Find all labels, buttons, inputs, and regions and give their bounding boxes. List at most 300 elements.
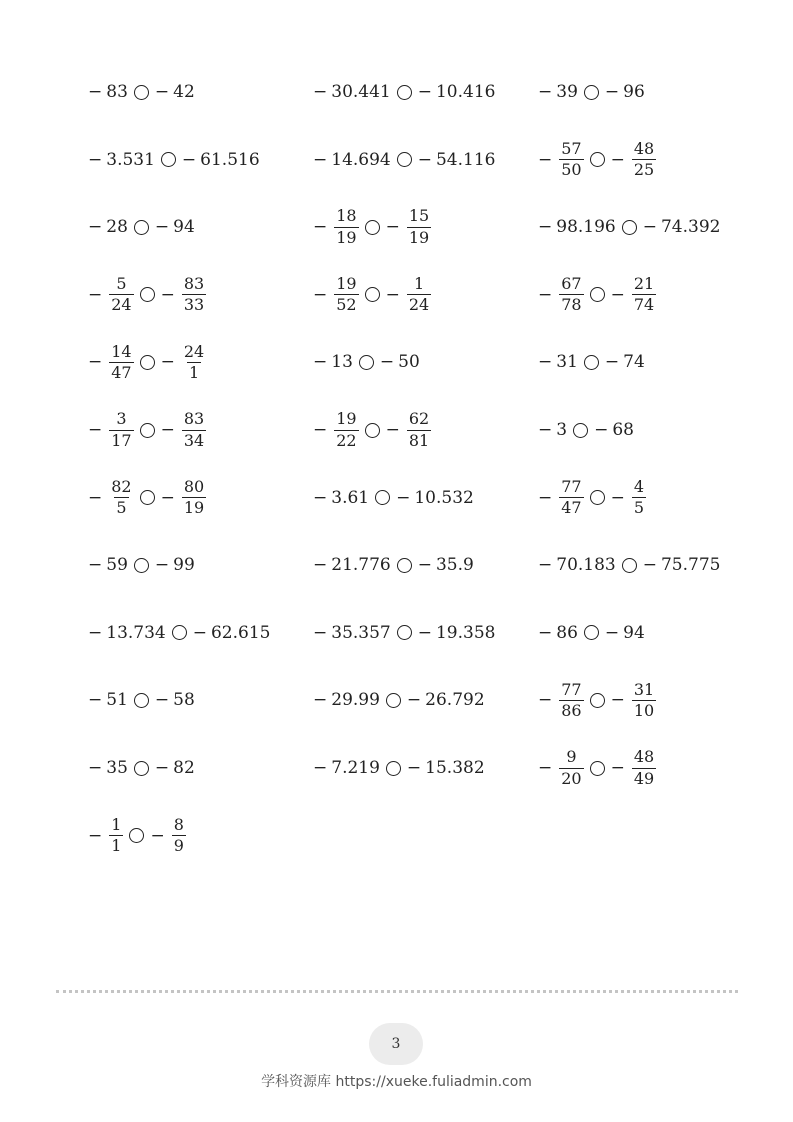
comparison-problem xyxy=(538,64,645,120)
fraction xyxy=(334,207,358,247)
answer-circle[interactable] xyxy=(584,625,599,640)
operand xyxy=(193,623,271,643)
answer-circle[interactable] xyxy=(140,287,155,302)
number-value: 74 xyxy=(623,352,645,373)
answer-circle[interactable] xyxy=(359,355,374,370)
fraction xyxy=(632,140,656,180)
fraction xyxy=(407,275,431,315)
number-value: 13 xyxy=(331,352,353,373)
minus-sign: − xyxy=(160,420,175,440)
answer-circle[interactable] xyxy=(134,85,149,100)
numerator: 4 xyxy=(633,476,645,496)
comparison-problem xyxy=(538,199,720,255)
answer-circle[interactable] xyxy=(590,490,605,505)
minus-sign: − xyxy=(594,420,609,440)
operand xyxy=(88,555,128,575)
comparison-problem xyxy=(538,132,656,188)
denominator: 9 xyxy=(173,836,184,856)
operand xyxy=(538,82,578,102)
fraction xyxy=(632,748,656,788)
minus-sign: − xyxy=(313,487,328,508)
minus-sign: − xyxy=(88,149,103,170)
denominator: 52 xyxy=(336,295,357,315)
operand xyxy=(313,352,353,372)
number-value: 39 xyxy=(556,82,578,102)
denominator: 19 xyxy=(336,227,357,247)
number-value: 21.776 xyxy=(331,555,391,576)
fraction xyxy=(559,681,583,721)
number-value: 28 xyxy=(106,217,128,238)
comparison-problem xyxy=(538,537,720,593)
number-value: 10.416 xyxy=(435,82,496,102)
minus-sign: − xyxy=(160,284,175,305)
comparison-problem xyxy=(538,402,634,458)
number-value: 74.392 xyxy=(660,217,721,238)
number-value: 68 xyxy=(612,420,634,440)
answer-circle[interactable] xyxy=(590,693,605,708)
denominator: 1 xyxy=(188,362,200,382)
fraction xyxy=(632,681,656,721)
answer-circle[interactable] xyxy=(365,287,380,302)
fraction xyxy=(559,275,583,315)
minus-sign: − xyxy=(88,690,103,711)
numerator: 21 xyxy=(633,273,655,293)
operand xyxy=(418,623,496,643)
numerator: 1 xyxy=(413,273,425,293)
number-value: 94 xyxy=(173,217,195,238)
numerator: 48 xyxy=(633,138,655,158)
minus-sign: − xyxy=(154,758,170,778)
answer-circle[interactable] xyxy=(584,355,599,370)
operand xyxy=(313,82,391,102)
comparison-problem xyxy=(313,402,431,458)
operand xyxy=(605,623,645,643)
minus-sign: − xyxy=(538,284,553,305)
operand xyxy=(161,410,207,450)
comparison-problem xyxy=(88,402,206,458)
answer-circle[interactable] xyxy=(397,152,412,167)
operand xyxy=(155,555,195,575)
operand xyxy=(88,82,128,102)
fraction xyxy=(109,478,133,518)
number-value: 42 xyxy=(173,82,195,102)
numerator: 9 xyxy=(566,747,577,767)
minus-sign: − xyxy=(406,758,422,778)
operand xyxy=(161,478,207,518)
numerator: 8 xyxy=(173,814,184,834)
numerator: 1 xyxy=(111,814,122,834)
minus-sign: − xyxy=(538,352,553,373)
operand xyxy=(380,352,420,372)
answer-circle[interactable] xyxy=(375,490,390,505)
operand xyxy=(88,623,166,643)
minus-sign: − xyxy=(538,487,553,508)
numerator: 83 xyxy=(183,273,205,293)
number-value: 3.531 xyxy=(106,149,155,170)
number-value: 61.516 xyxy=(200,149,260,170)
operand xyxy=(182,150,260,170)
comparison-problem xyxy=(313,334,420,390)
denominator: 19 xyxy=(408,227,430,247)
denominator: 74 xyxy=(633,295,655,315)
answer-circle[interactable] xyxy=(134,693,149,708)
operand xyxy=(313,623,391,643)
number-value: 62.615 xyxy=(210,622,271,643)
answer-circle[interactable] xyxy=(129,828,144,843)
answer-circle[interactable] xyxy=(622,220,637,235)
minus-sign: − xyxy=(154,555,170,576)
fraction xyxy=(182,478,206,518)
number-value: 96 xyxy=(623,82,645,102)
operand xyxy=(155,82,195,102)
denominator: 25 xyxy=(633,160,655,180)
minus-sign: − xyxy=(88,825,103,846)
minus-sign: − xyxy=(313,690,328,711)
minus-sign: − xyxy=(88,352,103,373)
operand xyxy=(594,420,634,440)
operand xyxy=(418,555,474,575)
denominator: 33 xyxy=(183,295,205,315)
numerator: 18 xyxy=(336,206,357,226)
minus-sign: − xyxy=(406,690,422,711)
numerator: 19 xyxy=(336,409,357,429)
minus-sign: − xyxy=(538,217,553,238)
fraction xyxy=(559,748,583,788)
comparison-problem xyxy=(313,672,485,728)
operand xyxy=(386,410,432,450)
comparison-problem xyxy=(313,605,495,661)
minus-sign: − xyxy=(88,217,103,238)
comparison-problem xyxy=(538,470,646,526)
minus-sign: − xyxy=(379,352,395,373)
operand xyxy=(538,275,584,315)
minus-sign: − xyxy=(313,284,328,305)
comparison-problem xyxy=(313,64,495,120)
operand xyxy=(88,690,128,710)
minus-sign: − xyxy=(538,82,553,102)
minus-sign: − xyxy=(154,217,170,238)
number-value: 86 xyxy=(556,622,578,643)
number-value: 99 xyxy=(173,555,195,576)
dotted-divider xyxy=(56,990,738,993)
answer-circle[interactable] xyxy=(134,558,149,573)
numerator: 77 xyxy=(561,679,582,699)
fraction xyxy=(109,816,123,856)
answer-circle[interactable] xyxy=(386,693,401,708)
comparison-problem xyxy=(538,740,656,796)
number-value: 3.61 xyxy=(331,487,370,508)
minus-sign: − xyxy=(88,758,103,778)
operand xyxy=(313,275,359,315)
minus-sign: − xyxy=(88,82,103,102)
number-value: 10.532 xyxy=(414,487,474,508)
numerator: 48 xyxy=(633,747,655,767)
number-value: 98.196 xyxy=(556,217,616,238)
minus-sign: − xyxy=(88,420,103,440)
page-number-badge xyxy=(369,1023,423,1065)
operand xyxy=(313,207,359,247)
minus-sign: − xyxy=(150,825,165,846)
denominator: 5 xyxy=(633,498,645,518)
operand xyxy=(161,343,207,383)
answer-circle[interactable] xyxy=(590,761,605,776)
minus-sign: − xyxy=(417,149,432,170)
comparison-problem xyxy=(88,64,195,120)
minus-sign: − xyxy=(192,622,207,643)
operand xyxy=(88,275,134,315)
minus-sign: − xyxy=(610,690,625,711)
operand xyxy=(643,555,721,575)
minus-sign: − xyxy=(396,487,411,508)
answer-circle[interactable] xyxy=(397,625,412,640)
minus-sign: − xyxy=(610,758,625,778)
comparison-problem xyxy=(88,334,206,390)
fraction xyxy=(172,816,186,856)
minus-sign: − xyxy=(610,487,625,508)
minus-sign: − xyxy=(538,622,553,643)
minus-sign: − xyxy=(610,284,625,305)
operand xyxy=(605,352,645,372)
operand xyxy=(161,275,207,315)
numerator: 15 xyxy=(408,206,430,226)
fraction xyxy=(182,410,206,450)
number-value: 26.792 xyxy=(425,690,485,711)
answer-circle[interactable] xyxy=(161,152,176,167)
minus-sign: − xyxy=(417,555,432,576)
numerator: 5 xyxy=(116,273,127,293)
footer-source: 学科资源库 https://xueke.fuliadmin.com xyxy=(261,1074,532,1090)
number-value: 50 xyxy=(398,352,420,373)
comparison-problem xyxy=(88,537,195,593)
fraction xyxy=(109,275,133,315)
operand xyxy=(88,150,155,170)
number-value: 15.382 xyxy=(425,758,485,778)
comparison-problem xyxy=(88,808,186,864)
minus-sign: − xyxy=(88,555,103,576)
operand xyxy=(418,150,496,170)
numerator: 3 xyxy=(116,409,127,429)
denominator: 49 xyxy=(633,768,655,788)
denominator: 19 xyxy=(183,498,205,518)
number-value: 58 xyxy=(173,690,195,711)
comparison-problem xyxy=(538,672,656,728)
page-number: 3 xyxy=(391,1036,401,1052)
minus-sign: − xyxy=(313,555,328,576)
denominator: 86 xyxy=(561,700,582,720)
operand xyxy=(396,488,474,508)
comparison-problem xyxy=(313,740,485,796)
fraction xyxy=(407,207,431,247)
denominator: 24 xyxy=(111,295,132,315)
operand xyxy=(611,140,657,180)
number-value: 82 xyxy=(173,758,195,778)
number-value: 31 xyxy=(556,352,578,373)
comparison-problem xyxy=(88,740,195,796)
number-value: 7.219 xyxy=(331,758,380,778)
numerator: 83 xyxy=(183,409,205,429)
operand xyxy=(313,488,369,508)
answer-circle[interactable] xyxy=(573,423,588,438)
comparison-problem xyxy=(538,605,645,661)
answer-circle[interactable] xyxy=(590,152,605,167)
fraction xyxy=(632,275,656,315)
operand xyxy=(155,758,195,778)
operand xyxy=(538,555,616,575)
operand xyxy=(538,748,584,788)
answer-circle[interactable] xyxy=(365,220,380,235)
operand xyxy=(538,478,584,518)
number-value: 29.99 xyxy=(331,690,380,711)
minus-sign: − xyxy=(385,420,400,440)
minus-sign: − xyxy=(604,352,620,373)
denominator: 81 xyxy=(408,430,430,450)
minus-sign: − xyxy=(160,487,175,508)
answer-circle[interactable] xyxy=(140,490,155,505)
operand xyxy=(313,690,380,710)
comparison-problem xyxy=(313,267,431,323)
fraction xyxy=(559,478,583,518)
minus-sign: − xyxy=(538,555,553,576)
comparison-problem xyxy=(88,267,206,323)
minus-sign: − xyxy=(313,149,328,170)
operand xyxy=(538,623,578,643)
minus-sign: − xyxy=(313,420,328,440)
minus-sign: − xyxy=(313,352,328,373)
denominator: 1 xyxy=(111,836,122,856)
answer-circle[interactable] xyxy=(386,761,401,776)
numerator: 31 xyxy=(633,679,655,699)
comparison-problem xyxy=(88,199,195,255)
number-value: 83 xyxy=(106,82,128,102)
minus-sign: − xyxy=(538,690,553,711)
minus-sign: − xyxy=(604,82,620,102)
numerator: 80 xyxy=(183,476,205,496)
numerator: 67 xyxy=(561,273,582,293)
comparison-problem xyxy=(313,199,431,255)
operand xyxy=(88,343,134,383)
answer-circle[interactable] xyxy=(590,287,605,302)
minus-sign: − xyxy=(154,690,170,711)
minus-sign: − xyxy=(642,217,657,238)
denominator: 50 xyxy=(561,160,582,180)
minus-sign: − xyxy=(160,352,175,373)
operand xyxy=(155,217,195,237)
operand xyxy=(611,748,657,788)
answer-circle[interactable] xyxy=(584,85,599,100)
answer-circle[interactable] xyxy=(134,761,149,776)
comparison-problem xyxy=(88,605,270,661)
number-value: 19.358 xyxy=(435,622,496,643)
number-value: 35 xyxy=(106,758,128,778)
numerator: 14 xyxy=(111,341,132,361)
fraction xyxy=(182,275,206,315)
minus-sign: − xyxy=(538,149,553,170)
operand xyxy=(313,410,359,450)
operand xyxy=(88,217,128,237)
number-value: 70.183 xyxy=(556,555,616,576)
number-value: 94 xyxy=(623,622,645,643)
comparison-problem xyxy=(88,132,260,188)
number-value: 35.9 xyxy=(435,555,474,576)
comparison-problem xyxy=(313,132,495,188)
denominator: 22 xyxy=(336,430,357,450)
numerator: 19 xyxy=(336,273,357,293)
operand xyxy=(538,217,616,237)
operand xyxy=(418,82,496,102)
minus-sign: − xyxy=(417,82,432,102)
operand xyxy=(538,681,584,721)
fraction xyxy=(334,275,358,315)
operand xyxy=(88,758,128,778)
answer-circle[interactable] xyxy=(140,423,155,438)
number-value: 13.734 xyxy=(106,622,166,643)
operand xyxy=(538,420,567,440)
fraction xyxy=(559,140,583,180)
minus-sign: − xyxy=(385,284,400,305)
operand xyxy=(313,150,391,170)
fraction xyxy=(334,410,358,450)
number-value: 3 xyxy=(556,420,568,440)
answer-circle[interactable] xyxy=(622,558,637,573)
minus-sign: − xyxy=(88,284,103,305)
number-value: 14.694 xyxy=(331,149,391,170)
operand xyxy=(538,140,584,180)
answer-circle[interactable] xyxy=(365,423,380,438)
operand xyxy=(386,275,432,315)
numerator: 62 xyxy=(408,409,430,429)
minus-sign: − xyxy=(88,487,103,508)
answer-circle[interactable] xyxy=(397,85,412,100)
answer-circle[interactable] xyxy=(397,558,412,573)
minus-sign: − xyxy=(385,217,400,238)
denominator: 5 xyxy=(116,498,127,518)
minus-sign: − xyxy=(313,82,328,102)
comparison-problem xyxy=(313,537,474,593)
denominator: 24 xyxy=(408,295,430,315)
operand xyxy=(538,352,578,372)
comparison-problem xyxy=(538,267,656,323)
denominator: 10 xyxy=(633,700,655,720)
operand xyxy=(605,82,645,102)
minus-sign: − xyxy=(313,622,328,643)
number-value: 51 xyxy=(106,690,128,711)
fraction xyxy=(407,410,431,450)
denominator: 78 xyxy=(561,295,582,315)
operand xyxy=(150,816,185,856)
operand xyxy=(88,816,123,856)
operand xyxy=(611,681,657,721)
denominator: 47 xyxy=(111,362,132,382)
minus-sign: − xyxy=(610,149,625,170)
minus-sign: − xyxy=(417,622,432,643)
number-value: 59 xyxy=(106,555,128,576)
operand xyxy=(313,758,380,778)
denominator: 20 xyxy=(561,768,582,788)
denominator: 47 xyxy=(561,498,582,518)
answer-circle[interactable] xyxy=(134,220,149,235)
minus-sign: − xyxy=(154,82,170,102)
answer-circle[interactable] xyxy=(140,355,155,370)
operand xyxy=(155,690,195,710)
comparison-problem xyxy=(88,470,206,526)
operand xyxy=(386,207,432,247)
answer-circle[interactable] xyxy=(172,625,187,640)
denominator: 34 xyxy=(183,430,205,450)
comparison-problem xyxy=(88,672,195,728)
minus-sign: − xyxy=(88,622,103,643)
fraction xyxy=(109,343,133,383)
fraction xyxy=(109,410,133,450)
